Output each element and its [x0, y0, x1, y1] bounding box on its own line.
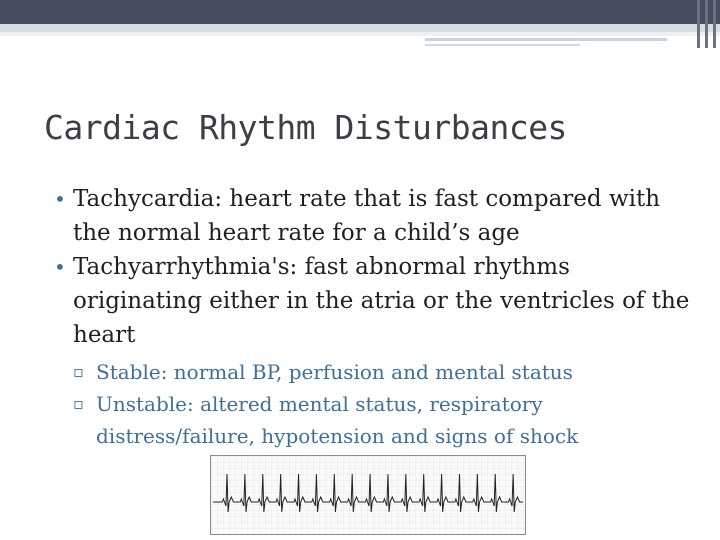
header-strip-light — [0, 32, 720, 36]
sub-bullet-text: Unstable: altered mental status, respiratory distress/failure, hypotension and signs of shock — [96, 392, 579, 448]
header-accent-line-short — [425, 44, 580, 46]
ecg-strip-icon — [211, 456, 525, 534]
sub-bullet-unstable — [73, 388, 694, 452]
bullet-text: Tachycardia: heart rate that is fast compared with the normal heart rate for a child’s age — [73, 186, 661, 246]
corner-decoration — [697, 0, 720, 48]
bullet-marker: • — [54, 187, 66, 211]
bullet-list — [54, 182, 694, 452]
bullet-tachycardia — [54, 182, 694, 250]
sub-bullet-list — [73, 356, 694, 452]
header-bar — [0, 0, 720, 24]
bullet-text: Tachyarrhythmia's: fast abnormal rhythms originating either in the atria or the ventricles of the heart — [73, 254, 690, 348]
header-strip — [0, 24, 720, 32]
header-accent-line — [425, 38, 667, 41]
sub-bullet-text: Stable: normal BP, perfusion and mental status — [96, 360, 573, 384]
bullet-marker: • — [54, 255, 66, 279]
sub-bullet-marker: ▫ — [73, 394, 84, 413]
sub-bullet-stable — [73, 356, 694, 388]
slide-title: Cardiac Rhythm Disturbances — [44, 108, 567, 147]
ecg-strip-image — [210, 455, 526, 535]
sub-bullet-marker: ▫ — [73, 362, 84, 381]
bullet-tachyarrhythmia — [54, 250, 694, 452]
